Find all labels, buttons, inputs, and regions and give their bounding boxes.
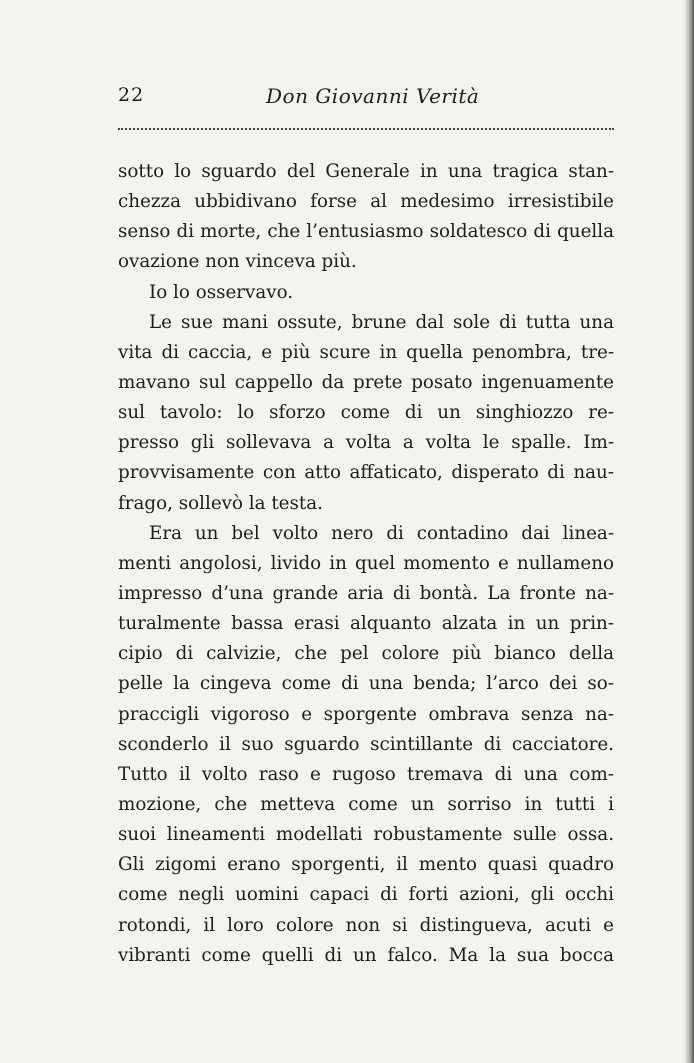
text-line: impresso d’una grande aria di bontà. La fronte na- [118,582,614,604]
text-line: praccigli vigoroso e sporgente ombrava senza na- [118,703,614,725]
text-line: sul tavolo: lo sforzo come di un singhiozzo re- [118,402,614,424]
text-line: provvisamente con atto affaticato, disperato di nau- [118,462,614,484]
text-line: presso gli sollevava a volta a volta le spalle. Im- [118,432,614,454]
text-line: Gli zigomi erano sporgenti, il mento quasi quadro [118,854,614,876]
text-line: vibranti come quelli di un falco. Ma la sua bocca [118,944,614,966]
text-line: vita di caccia, e più scure in quella penombra, tre- [118,341,614,363]
running-header [118,84,614,114]
text-line: ovazione non vinceva più. [118,251,357,273]
text-line: Le sue mani ossute, brune dal sole di tutta una [149,311,614,333]
body-text [118,157,614,971]
text-line: pelle la cingeva come di una benda; l’arco dei so- [118,673,614,695]
page-number: 22 [118,84,145,106]
text-line: mozione, che metteva come un sorriso in tutti i [118,793,614,815]
dotted-rule [118,128,614,130]
running-title: Don Giovanni Verità [266,84,480,108]
text-line: mavano sul cappello da prete posato ingenuamente [118,371,614,393]
text-line: cipio di calvizie, che pel colore più bianco della [118,643,614,665]
text-line: come negli uomini capaci di forti azioni, gli occhi [118,884,614,906]
text-line: turalmente bassa erasi alquanto alzata in un prin- [118,613,614,635]
text-line: senso di morte, che l’entusiasmo soldatesco di quella [118,221,614,243]
text-line: Era un bel volto nero di contadino dai linea- [149,522,614,544]
text-line: frago, sollevò la testa. [118,492,323,514]
text-line: suoi lineamenti modellati robustamente sulle ossa. [118,824,614,846]
page-edge-shadow [684,0,694,1063]
text-line: chezza ubbidivano forse al medesimo irresistibile [118,191,614,213]
text-line: Io lo osservavo. [149,281,294,303]
text-line: sotto lo sguardo del Generale in una tragica stan- [118,161,614,182]
text-line: rotondi, il loro colore non si distingueva, acuti e [118,914,614,936]
text-line: sconderlo il suo sguardo scintillante di cacciatore. [118,733,614,755]
text-line: menti angolosi, livido in quel momento e nullameno [118,552,614,574]
text-line: Tutto il volto raso e rugoso tremava di una com- [118,763,614,785]
